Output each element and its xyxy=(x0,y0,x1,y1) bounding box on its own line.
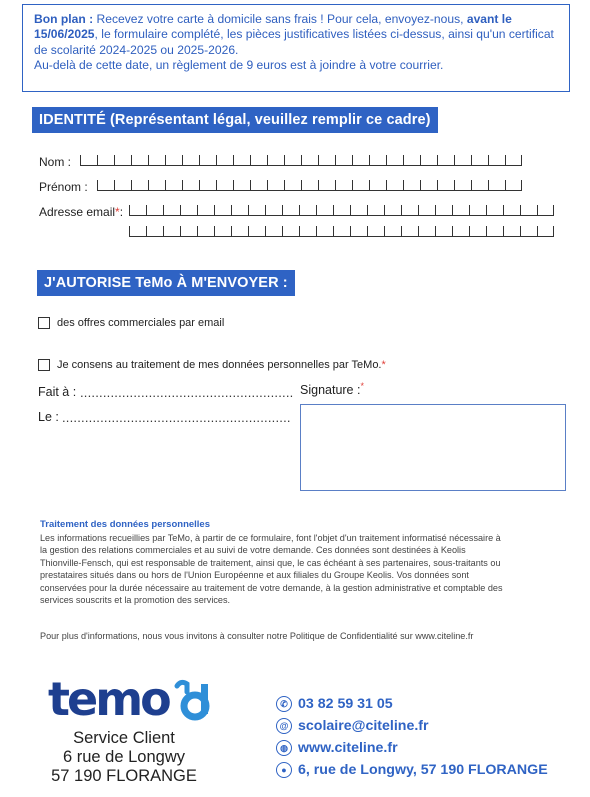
char-cell[interactable] xyxy=(367,205,384,216)
char-cell[interactable] xyxy=(163,226,180,237)
fait-field[interactable]: ........................................................ xyxy=(80,385,294,400)
le-field[interactable]: ............................................................ xyxy=(62,410,291,425)
char-cell[interactable] xyxy=(352,155,369,166)
signature-label xyxy=(300,381,364,397)
char-cell[interactable] xyxy=(435,205,452,216)
contact-address xyxy=(276,759,548,781)
char-cell[interactable] xyxy=(163,205,180,216)
bon-plan-text-3: Au-delà de cette date, un règlement de 9 euros est à joindre à votre courrier. xyxy=(34,57,444,72)
char-cell[interactable] xyxy=(267,180,284,191)
char-cell[interactable] xyxy=(452,226,469,237)
char-cell[interactable] xyxy=(197,205,214,216)
char-cell[interactable] xyxy=(520,205,537,216)
char-cell[interactable] xyxy=(503,226,520,237)
char-cell[interactable] xyxy=(214,205,231,216)
char-cell[interactable] xyxy=(299,226,316,237)
char-cell[interactable] xyxy=(350,205,367,216)
bon-plan-label: Bon plan : xyxy=(34,12,94,26)
bon-plan-notice xyxy=(22,4,570,92)
legal-line: services souscrits et la promotion des services. xyxy=(40,595,231,606)
char-cell[interactable] xyxy=(165,155,182,166)
char-cell[interactable] xyxy=(318,155,335,166)
char-cell[interactable] xyxy=(420,155,437,166)
temo-logo xyxy=(48,672,213,726)
nom-label: Nom : xyxy=(39,155,72,169)
offers-label: des offres commerciales par email xyxy=(57,317,225,329)
bon-plan-text-1: Recevez votre carte à domicile sans frais ! Pour cela, envoyez-nous, xyxy=(93,12,467,26)
char-cell[interactable] xyxy=(231,226,248,237)
char-cell[interactable] xyxy=(403,180,420,191)
char-cell[interactable] xyxy=(486,226,503,237)
char-cell[interactable] xyxy=(454,180,471,191)
char-cell[interactable] xyxy=(333,226,350,237)
char-cell[interactable] xyxy=(199,180,216,191)
char-cell[interactable] xyxy=(284,155,301,166)
contact-phone-text: 03 82 59 31 05 xyxy=(298,696,393,712)
char-cell[interactable] xyxy=(197,226,214,237)
char-cell[interactable] xyxy=(180,226,197,237)
char-cell[interactable] xyxy=(537,205,554,216)
legal-title: Traitement des données personnelles xyxy=(40,519,210,530)
char-cell[interactable] xyxy=(267,155,284,166)
globe-icon: ◍ xyxy=(276,740,292,756)
char-cell[interactable] xyxy=(454,155,471,166)
contact-email-text: scolaire@citeline.fr xyxy=(298,718,429,734)
char-cell[interactable] xyxy=(503,205,520,216)
char-cell[interactable] xyxy=(182,155,199,166)
char-cell[interactable] xyxy=(384,205,401,216)
char-cell[interactable] xyxy=(284,180,301,191)
service-title: Service Client xyxy=(73,729,175,747)
char-cell[interactable] xyxy=(146,226,163,237)
char-cell[interactable] xyxy=(369,180,386,191)
char-cell[interactable] xyxy=(282,205,299,216)
char-cell[interactable] xyxy=(216,180,233,191)
char-cell[interactable] xyxy=(486,205,503,216)
char-cell[interactable] xyxy=(403,155,420,166)
legal-line: la gestion des relations commerciales et au suivi de votre demande. Ces données sont destinées à Keolis xyxy=(40,545,466,556)
char-cell[interactable] xyxy=(80,155,97,166)
contact-web[interactable] xyxy=(276,737,548,759)
char-cell[interactable] xyxy=(437,180,454,191)
contact-address-text: 6, rue de Longwy, 57 190 FLORANGE xyxy=(298,762,548,778)
char-cell[interactable] xyxy=(114,180,131,191)
char-cell[interactable] xyxy=(437,155,454,166)
char-cell[interactable] xyxy=(333,205,350,216)
required-marker: * xyxy=(360,381,364,391)
char-cell[interactable] xyxy=(265,226,282,237)
char-cell[interactable] xyxy=(248,226,265,237)
legal-more-info: Pour plus d'informations, nous vous invitons à consulter notre Politique de Confidentialité sur www.citeline.fr xyxy=(40,631,474,641)
email-label-colon: : xyxy=(119,205,124,219)
char-cell[interactable] xyxy=(418,226,435,237)
contact-email[interactable] xyxy=(276,715,548,737)
required-marker: * xyxy=(381,359,386,371)
service-street: 6 rue de Longwy xyxy=(62,748,185,766)
char-cell[interactable] xyxy=(299,205,316,216)
at-icon: @ xyxy=(276,718,292,734)
char-cell[interactable] xyxy=(301,180,318,191)
char-cell[interactable] xyxy=(97,180,114,191)
char-cell[interactable] xyxy=(350,226,367,237)
phone-icon: ✆ xyxy=(276,696,292,712)
bon-plan-text-2: , le formulaire complété, les pièces justificatives listées ci-dessus, ainsi qu'un certificat de scolarité 2024-2025 ou 2025-2026. xyxy=(34,27,554,57)
contact-phone[interactable] xyxy=(276,693,548,715)
char-cell[interactable] xyxy=(401,205,418,216)
char-cell[interactable] xyxy=(335,155,352,166)
char-cell[interactable] xyxy=(418,205,435,216)
identity-section-header: IDENTITÉ (Représentant légal, veuillez remplir ce cadre) xyxy=(32,107,438,133)
legal-line: conservées pour la durée nécessaire au traitement de votre demande, à la gestion administrative et comptable des xyxy=(40,582,503,593)
offers-checkbox[interactable] xyxy=(38,317,50,329)
char-cell[interactable] xyxy=(318,180,335,191)
legal-line: Thionville-Fensch, qui est responsable de traitement, ainsi que, le cas échéant à ses partenaires, sous-traitants ou xyxy=(40,557,501,568)
char-cell[interactable] xyxy=(386,155,403,166)
char-cell[interactable] xyxy=(282,226,299,237)
logo-mark-icon xyxy=(171,678,213,722)
char-cell[interactable] xyxy=(97,155,114,166)
char-cell[interactable] xyxy=(335,180,352,191)
char-cell[interactable] xyxy=(488,180,505,191)
char-cell[interactable] xyxy=(301,155,318,166)
char-cell[interactable] xyxy=(199,155,216,166)
char-cell[interactable] xyxy=(148,155,165,166)
char-cell[interactable] xyxy=(537,226,554,237)
service-city: 57 190 FLORANGE xyxy=(51,767,197,785)
char-cell[interactable] xyxy=(386,180,403,191)
location-pin-icon: ● xyxy=(276,762,292,778)
logo-wordmark: temo xyxy=(48,672,169,726)
fait-label: Fait à : xyxy=(38,385,77,399)
char-cell[interactable] xyxy=(180,205,197,216)
le-label: Le : xyxy=(38,410,59,424)
char-cell[interactable] xyxy=(250,180,267,191)
char-cell[interactable] xyxy=(114,155,131,166)
char-cell[interactable] xyxy=(469,226,486,237)
prenom-field[interactable] xyxy=(97,177,522,191)
char-cell[interactable] xyxy=(505,155,522,166)
char-cell[interactable] xyxy=(146,205,163,216)
char-cell[interactable] xyxy=(231,205,248,216)
char-cell[interactable] xyxy=(435,226,452,237)
char-cell[interactable] xyxy=(248,205,265,216)
char-cell[interactable] xyxy=(129,205,146,216)
legal-line: prestataires situés dans ou hors de l'Union Européenne et aux filiales du Groupe Keolis. Vos données sont xyxy=(40,570,469,581)
legal-line: Les informations recueillies par TeMo, à partir de ce formulaire, font l'objet d'un traitement informatisé nécessaire à xyxy=(40,533,501,543)
char-cell[interactable] xyxy=(233,180,250,191)
char-cell[interactable] xyxy=(250,155,267,166)
char-cell[interactable] xyxy=(352,180,369,191)
email-field-line-1[interactable] xyxy=(129,202,554,216)
char-cell[interactable] xyxy=(165,180,182,191)
char-cell[interactable] xyxy=(471,155,488,166)
char-cell[interactable] xyxy=(401,226,418,237)
char-cell[interactable] xyxy=(367,226,384,237)
data-consent-text: Je consens au traitement de mes données personnelles par TeMo. xyxy=(57,359,382,371)
char-cell[interactable] xyxy=(488,155,505,166)
email-field-line-2[interactable] xyxy=(129,223,554,237)
char-cell[interactable] xyxy=(369,155,386,166)
char-cell[interactable] xyxy=(316,205,333,216)
contact-web-text: www.citeline.fr xyxy=(298,740,398,756)
char-cell[interactable] xyxy=(420,180,437,191)
char-cell[interactable] xyxy=(182,180,199,191)
char-cell[interactable] xyxy=(316,226,333,237)
prenom-label: Prénom : xyxy=(39,180,88,194)
char-cell[interactable] xyxy=(131,155,148,166)
char-cell[interactable] xyxy=(265,205,282,216)
char-cell[interactable] xyxy=(520,226,537,237)
consent-section-header: J'AUTORISE TeMo À M'ENVOYER : xyxy=(37,270,295,296)
char-cell[interactable] xyxy=(131,180,148,191)
email-label xyxy=(39,205,123,219)
char-cell[interactable] xyxy=(233,155,250,166)
service-block xyxy=(34,729,214,786)
contact-block xyxy=(276,693,548,781)
char-cell[interactable] xyxy=(214,226,231,237)
char-cell[interactable] xyxy=(469,205,486,216)
char-cell[interactable] xyxy=(505,180,522,191)
signature-label-text: Signature : xyxy=(300,383,361,398)
char-cell[interactable] xyxy=(129,226,146,237)
char-cell[interactable] xyxy=(471,180,488,191)
required-marker: * xyxy=(115,205,120,219)
char-cell[interactable] xyxy=(452,205,469,216)
email-label-text: Adresse email xyxy=(39,205,116,219)
char-cell[interactable] xyxy=(384,226,401,237)
char-cell[interactable] xyxy=(148,180,165,191)
data-consent-checkbox[interactable] xyxy=(38,359,50,371)
nom-field[interactable] xyxy=(80,152,522,166)
data-consent-label xyxy=(57,359,386,371)
char-cell[interactable] xyxy=(216,155,233,166)
legal-text xyxy=(40,532,570,606)
bon-plan-deadline: avant le 15/06/2025 xyxy=(34,12,512,42)
signature-box[interactable] xyxy=(300,404,566,491)
